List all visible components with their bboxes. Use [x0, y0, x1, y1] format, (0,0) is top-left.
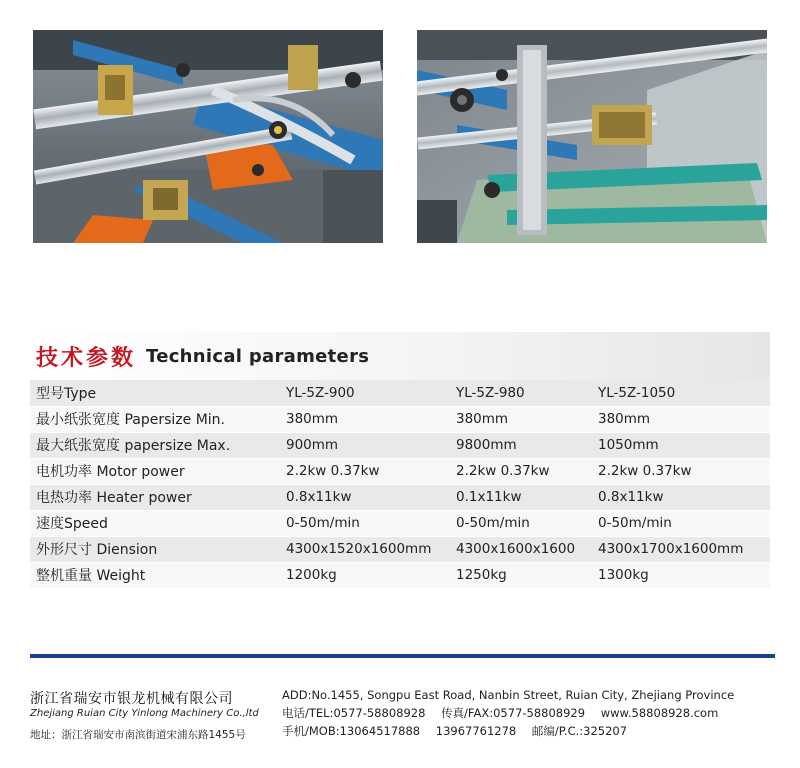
param-label: 整机重量 Weight [30, 562, 280, 588]
param-label: 速度Speed [30, 510, 280, 536]
footer-divider [30, 654, 775, 658]
param-label: 最小纸张宽度 Papersize Min. [30, 406, 280, 432]
param-value: YL-5Z-1050 [592, 380, 770, 406]
param-value: 4300x1600x1600 [450, 536, 592, 562]
contact-block [282, 686, 782, 740]
param-value: 2.2kw 0.37kw [280, 458, 450, 484]
param-value: 0-50m/min [592, 510, 770, 536]
company-name-english: Zhejiang Ruian City Yinlong Machinery Co.,ltd [30, 708, 259, 719]
machine-photo-right-illustration [417, 30, 767, 243]
address-chinese: 地址：浙江省瑞安市南滨街道宋浦东路1455号 [30, 729, 246, 741]
machine-photo-left-illustration [33, 30, 383, 243]
param-value: 900mm [280, 432, 450, 458]
machine-photo-left [33, 30, 383, 243]
table-row [30, 380, 770, 406]
param-value: 1300kg [592, 562, 770, 588]
website-link[interactable]: www.58808928.com [600, 706, 719, 720]
param-value: 0-50m/min [450, 510, 592, 536]
fax: 传真/FAX:0577-58808929 [441, 706, 586, 720]
param-label: 电机功率 Motor power [30, 458, 280, 484]
param-value: 4300x1700x1600mm [592, 536, 770, 562]
technical-parameters [30, 332, 770, 589]
table-row [30, 562, 770, 588]
address-english: ADD:No.1455, Songpu East Road, Nanbin Street, Ruian City, Zhejiang Province [282, 688, 735, 702]
param-value: 2.2kw 0.37kw [592, 458, 770, 484]
param-value: YL-5Z-900 [280, 380, 450, 406]
parameters-table [30, 380, 770, 589]
contact-line-phone [282, 704, 782, 722]
mobile-secondary: 13967761278 [435, 724, 517, 738]
contact-line-mobile [282, 722, 782, 740]
table-row [30, 406, 770, 432]
parameters-heading [30, 332, 770, 380]
param-label: 型号Type [30, 380, 280, 406]
postcode: 邮编/P.C.:325207 [531, 724, 628, 738]
param-value: 0.8x11kw [592, 484, 770, 510]
param-label: 最大纸张宽度 papersize Max. [30, 432, 280, 458]
param-value: 380mm [592, 406, 770, 432]
param-value: 1200kg [280, 562, 450, 588]
table-row [30, 432, 770, 458]
param-value: 1250kg [450, 562, 592, 588]
param-value: 380mm [450, 406, 592, 432]
heading-chinese: 技术参数 [36, 345, 137, 371]
param-label: 外形尺寸 Diension [30, 536, 280, 562]
company-footer [30, 684, 775, 754]
param-value: 380mm [280, 406, 450, 432]
param-value: 4300x1520x1600mm [280, 536, 450, 562]
company-name-chinese: 浙江省瑞安市银龙机械有限公司 [30, 691, 233, 707]
param-value: 0.8x11kw [280, 484, 450, 510]
table-row [30, 510, 770, 536]
param-value: 2.2kw 0.37kw [450, 458, 592, 484]
param-value: YL-5Z-980 [450, 380, 592, 406]
param-value: 0.1x11kw [450, 484, 592, 510]
table-row [30, 484, 770, 510]
heading-english: Technical parameters [146, 345, 370, 367]
table-row [30, 458, 770, 484]
table-row [30, 536, 770, 562]
param-label: 电热功率 Heater power [30, 484, 280, 510]
param-value: 1050mm [592, 432, 770, 458]
mobile: 手机/MOB:13064517888 [282, 724, 421, 738]
param-value: 0-50m/min [280, 510, 450, 536]
telephone: 电话/TEL:0577-58808928 [282, 706, 426, 720]
machine-photo-right [417, 30, 767, 243]
param-value: 9800mm [450, 432, 592, 458]
